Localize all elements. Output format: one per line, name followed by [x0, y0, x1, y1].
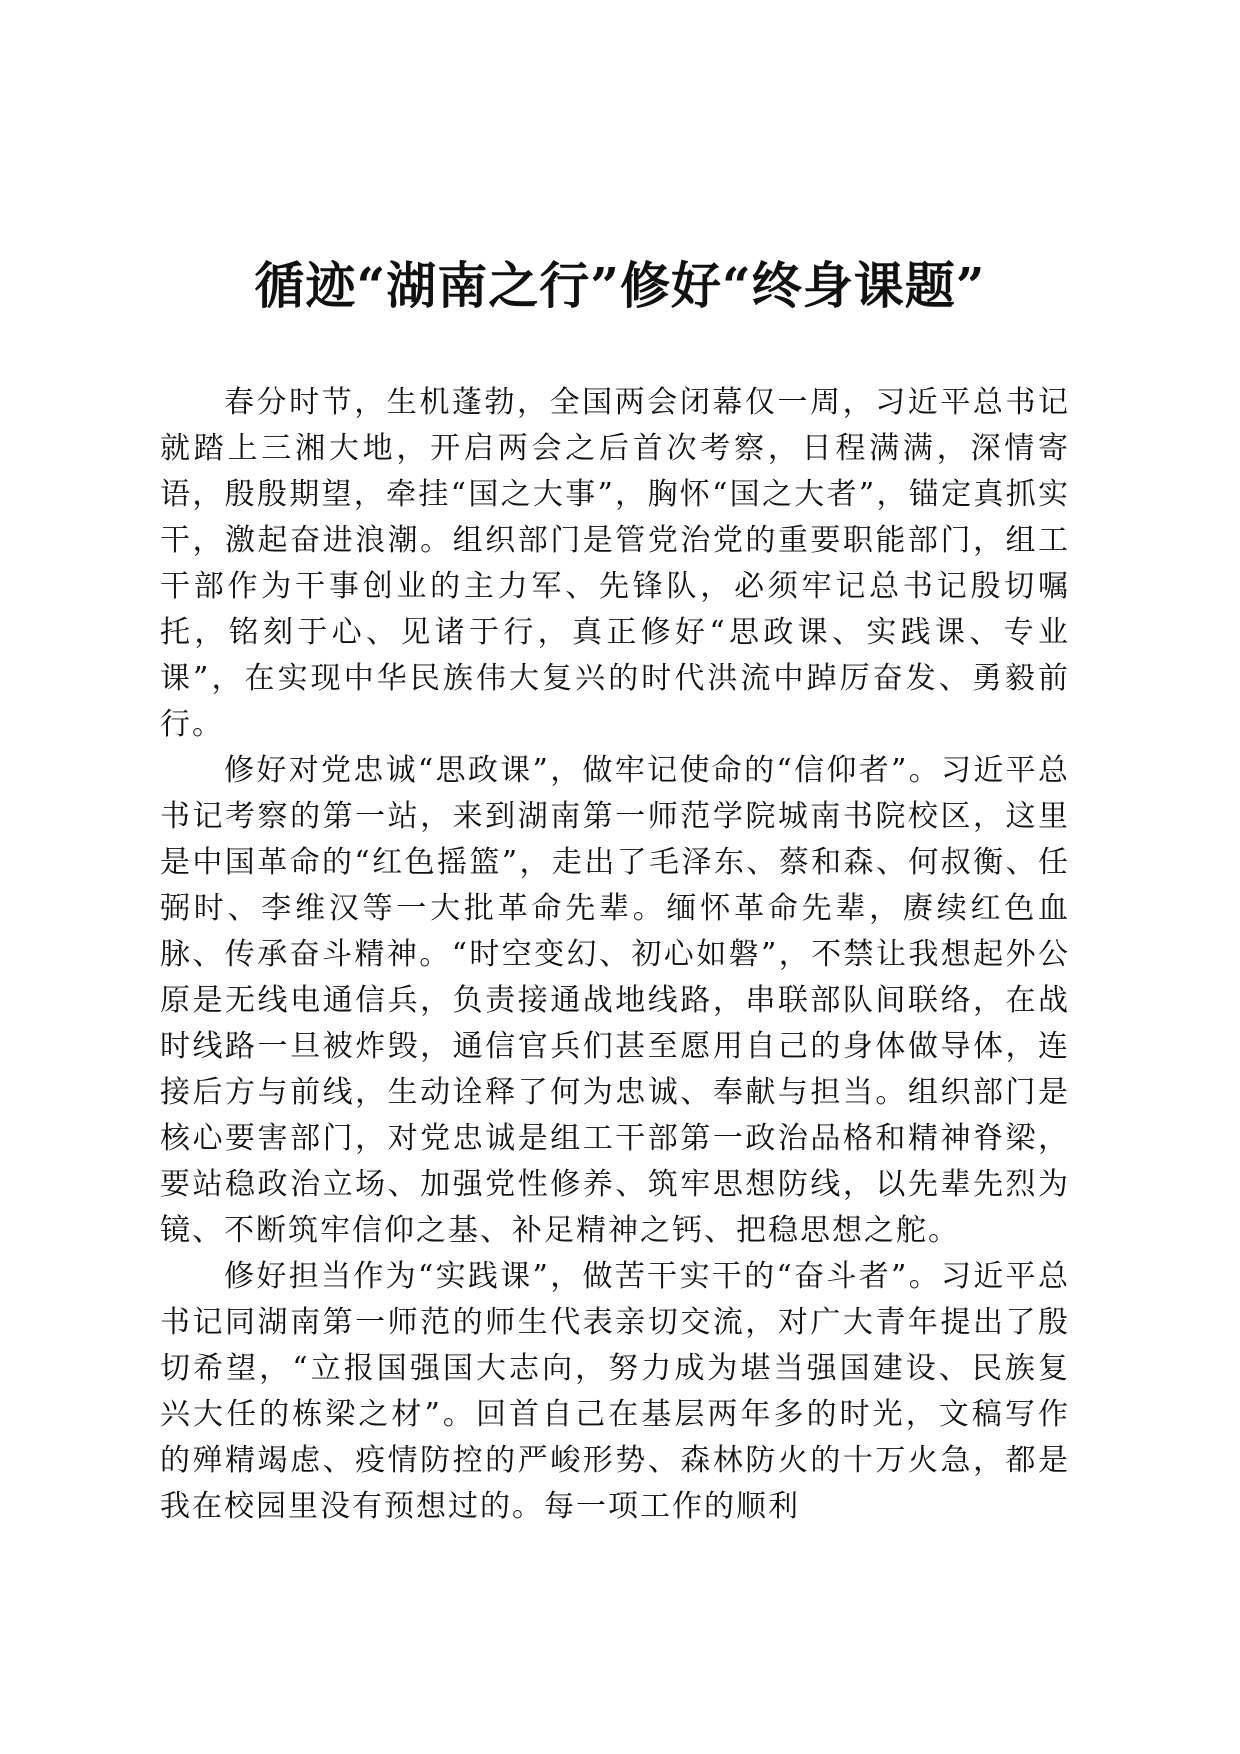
paragraph-practice: 修好担当作为“实践课”，做苦干实干的“奋斗者”。习近平总书记同湖南第一师范的师生代表亲切交流，对广大青年提出了殷切希望，“立报国强国大志向，努力成为堪当强国建设、民族复兴大任的栋梁之材”。回首自己在基层两年多的时光，文稿写作的殚精竭虑、疫情防控的严峻形势、森林防火的十万火急，都是我在校园里没有预想过的。每一项工作的顺利: [160, 1259, 1070, 1524]
paragraph-political-loyalty: 修好对党忠诚“思政课”，做牢记使命的“信仰者”。习近平总书记考察的第一站，来到湖南第一师范学院城南书院校区，这里是中国革命的“红色摇篮”，走出了毛泽东、蔡和森、何叔衡、任弼时、李维汉等一大批革命先辈。缅怀革命先辈，赓续红色血脉、传承奋斗精神。“时空变幻、初心如磐”，不禁让我想起外公原是无线电通信兵，负责接通战地线路，串联部队间联络，在战时线路一旦被炸毁，通信官兵们甚至愿用自己的身体做导体，连接后方与前线，生动诠释了何为忠诚、奉献与担当。组织部门是核心要害部门，对党忠诚是组工干部第一政治品格和精神脊梁，要站稳政治立场、加强党性修养、筑牢思想防线，以先辈先烈为镜、不断筑牢信仰之基、补足精神之钙、把稳思想之舵。: [160, 753, 1070, 1248]
document-title: 循迹“湖南之行”修好“终身课题”: [254, 256, 986, 315]
paragraph-intro: 春分时节，生机蓬勃，全国两会闭幕仅一周，习近平总书记就踏上三湘大地，开启两会之后首次考察，日程满满，深情寄语，殷殷期望，牵挂“国之大事”，胸怀“国之大者”，锚定真抓实干，激起奋进浪潮。组织部门是管党治党的重要职能部门，组工干部作为干事创业的主力军、先锋队，必须牢记总书记殷切嘱托，铭刻于心、见诸于行，真正修好“思政课、实践课、专业课”，在实现中华民族伟大复兴的时代洪流中踔厉奋发、勇毅前行。: [160, 385, 1070, 742]
document-body: [160, 380, 1070, 1530]
